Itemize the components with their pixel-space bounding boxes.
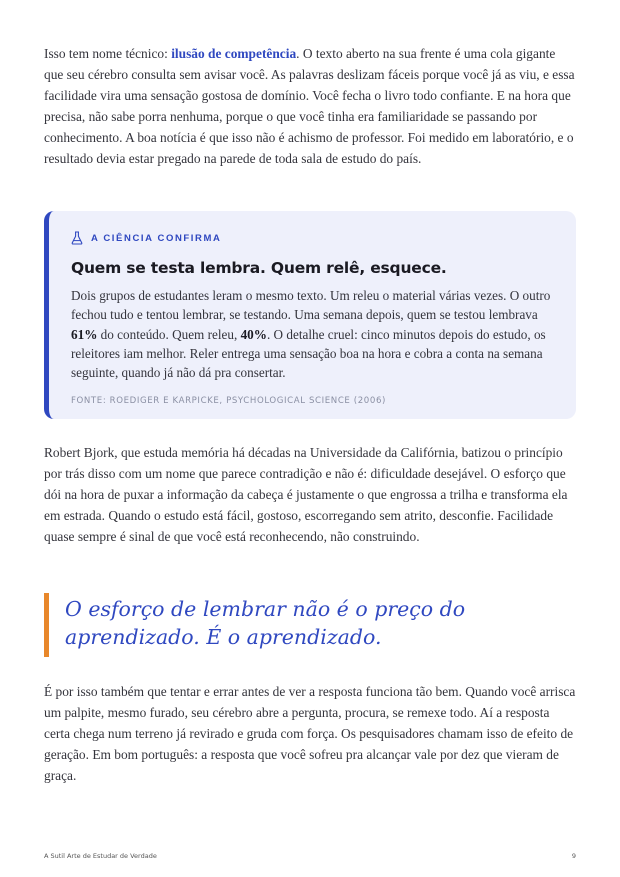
paragraph-generation-effect: É por isso também que tentar e errar antes de ver a resposta funciona tão bem. Quando você arrisca um palpite, mesmo furado, seu cérebro abre a pergunta, procura, se remexe todo. Aí a resposta certa chega num terreno já revirado e gruda com força. Os pesquisadores chamam isso de efeito de geração. Em bom português: a resposta que você sofreu pra alcançar vale por dez que vieram de graça. [44,684,576,783]
callout-body [71,286,556,382]
paragraph-intro [44,43,576,169]
callout-body-part-b: do conteúdo. Quem releu, [97,326,241,342]
term-highlight: ilusão de competência [171,46,297,61]
paragraph-intro-prefix: Isso tem nome técnico: [44,46,172,61]
flask-icon [71,231,83,245]
footer-page-number: 9 [571,852,576,860]
callout-body-part-c: . O detalhe cruel: cinco minutos depois do estudo, os releitores iam melhor. Reler entrega uma sensação boa na hora e cobra a conta na semana seguinte, quando já não dá pra consertar. [71,326,546,381]
callout-title: Quem se testa lembra. Quem relê, esquece. [71,259,447,277]
stat-tested: 61% [71,326,98,342]
paragraph-intro-rest: . O texto aberto na sua frente é uma cola gigante que seu cérebro consulta sem avisar você. As palavras deslizam fáceis porque você já as viu, e essa facilidade vira uma sensação gostosa de domínio. Você fecha o livro todo confiante. E na hora que precisa, não sabe porra nenhuma, porque o que você tinha era familiaridade se passando por conhecimento. A boa notícia é que isso não é achismo de professor. Foi medido em laboratório, e o resultado devia estar pregado na parede de toda sala de estudo do país. [44,46,575,166]
paragraph-bjork: Robert Bjork, que estuda memória há décadas na Universidade da Califórnia, batizou o princípio por trás disso com um nome que parece contradição e não é: dificuldade desejável. O esforço que dói na hora de puxar a informação da cabeça é justamente o que engrossa a trilha e transforma ela em estrada. Quando o estudo está fácil, gostoso, escorregando sem atrito, desconfie. Facilidade quase sempre é sinal de que você está reconhecendo, não construindo. [44,445,568,544]
callout-source: FONTE: ROEDIGER E KARPICKE, PSYCHOLOGICAL SCIENCE (2006) [71,396,386,407]
footer-book-title: A Sutil Arte de Estudar de Verdade [44,852,157,860]
page-footer [44,852,576,860]
callout-tag-row [71,231,554,245]
pull-quote-text: O esforço de lembrar não é o preço do aprendizado. É o aprendizado. [65,597,466,649]
pull-quote [44,593,576,657]
science-callout [44,211,576,419]
callout-body-part-a: Dois grupos de estudantes leram o mesmo texto. Um releu o material várias vezes. O outro fechou tudo e tentou lembrar, se testando. Uma semana depois, quem se testou lembrava [71,288,551,323]
callout-tag: A CIÊNCIA CONFIRMA [91,232,222,244]
stat-reread: 40% [240,326,267,342]
